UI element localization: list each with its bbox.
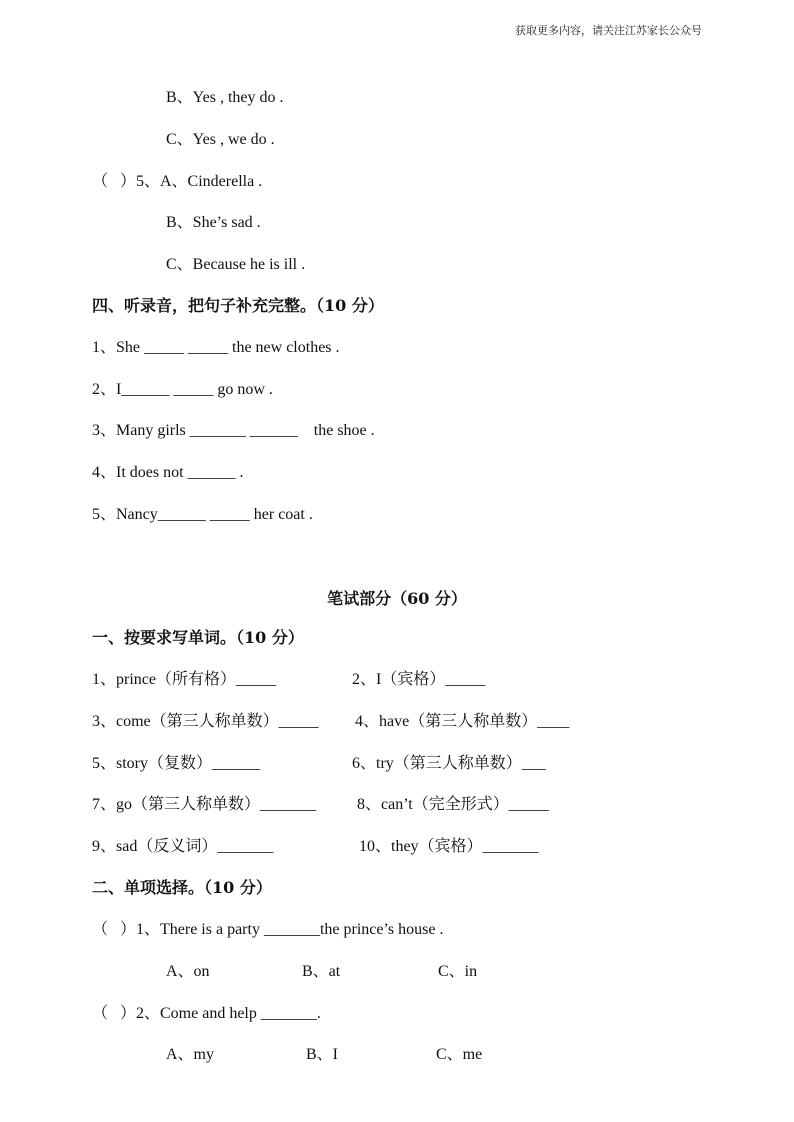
q4-option-b: B、Yes , they do . — [166, 89, 284, 106]
word-task: 3、come（第三人称单数）_____ — [92, 713, 319, 730]
section4-item: 2、I______ _____ go now . — [92, 381, 273, 398]
mc-option: C、in — [438, 963, 478, 980]
mc-option: C、me — [436, 1046, 483, 1063]
header-note: 获取更多内容，请关注江苏家长公众号 — [515, 24, 702, 37]
word-task: 8、can’t（完全形式）_____ — [357, 796, 549, 813]
q4-option-c: C、Yes , we do . — [166, 131, 275, 148]
mc-option: B、at — [302, 963, 341, 980]
section4-item: 1、She _____ _____ the new clothes . — [92, 339, 340, 356]
word-task: 6、try（第三人称单数）___ — [352, 755, 546, 772]
word-task: 4、have（第三人称单数）____ — [355, 713, 570, 730]
word-task: 10、they（宾格）_______ — [359, 838, 539, 855]
section4-item: 3、Many girls _______ ______ the shoe . — [92, 422, 375, 439]
written-section1-heading: 一、按要求写单词。（10 分） — [92, 628, 304, 647]
mc-question-stem: （ ）1、There is a party _______the prince’s house . — [92, 921, 444, 938]
written-part-title: 笔试部分（60 分） — [327, 589, 467, 608]
word-task: 7、go（第三人称单数）_______ — [92, 796, 317, 813]
section4-item: 5、Nancy______ _____ her coat . — [92, 506, 313, 523]
word-task: 2、I（宾格）_____ — [352, 671, 486, 688]
word-task: 9、sad（反义词）_______ — [92, 838, 274, 855]
mc-option: A、my — [166, 1046, 215, 1063]
section4-item: 4、It does not ______ . — [92, 464, 244, 481]
mc-question-stem: （ ）2、Come and help _______. — [92, 1005, 321, 1022]
q5-option-c: C、Because he is ill . — [166, 256, 306, 273]
mc-option: B、I — [306, 1046, 339, 1063]
section4-heading: 四、听录音，把句子补充完整。（10 分） — [92, 296, 384, 315]
q5-option-b: B、She’s sad . — [166, 214, 261, 231]
written-section2-heading: 二、单项选择。（10 分） — [92, 878, 272, 897]
word-task: 1、prince（所有格）_____ — [92, 671, 276, 688]
q5-stem: （ ）5、A、Cinderella . — [92, 173, 263, 190]
word-task: 5、story（复数）______ — [92, 755, 261, 772]
mc-option: A、on — [166, 963, 210, 980]
